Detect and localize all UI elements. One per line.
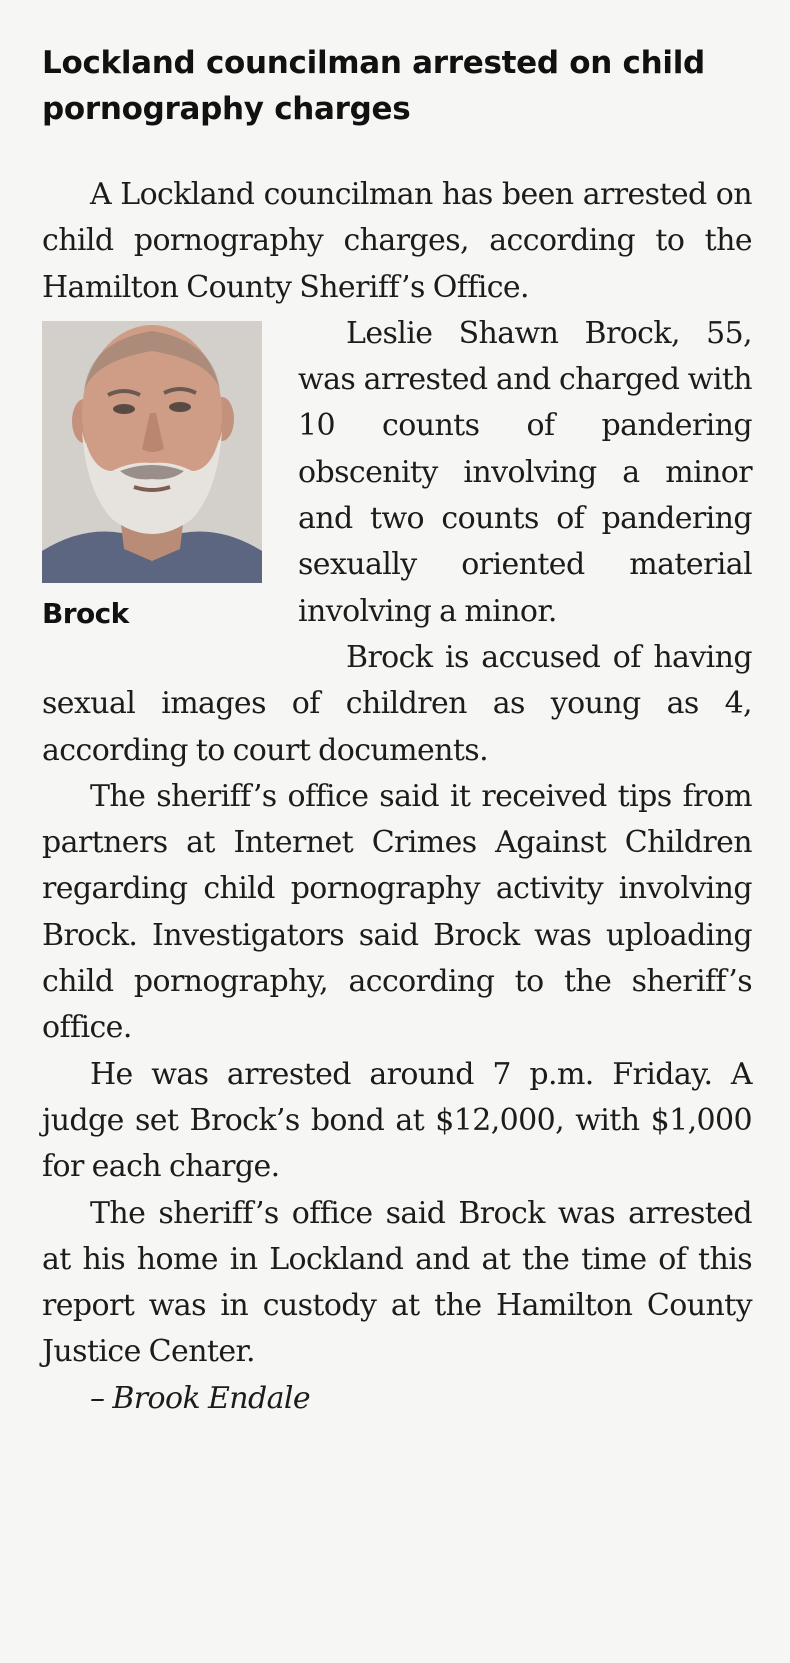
paragraph-4: The sheriff’s office said it received tips from partners at Internet Crimes Against Children regarding child pornography activity involving Brock. Investigators said Brock was uploading child pornography, according to the sheriff’s office. (42, 778, 752, 1046)
article-body (42, 172, 752, 1422)
paragraph-5: He was arrested around 7 p.m. Friday. A judge set Brock’s bond at $12,000, with $1,000 for each charge. (42, 1056, 752, 1185)
headline: Lockland councilman arrested on child pornography charges (42, 45, 705, 127)
person-portrait-icon (42, 321, 262, 583)
paragraph-6: The sheriff’s office said Brock was arrested at his home in Lockland and at the time of this report was in custody at the Hamilton County Justice Center. (42, 1195, 752, 1370)
photo-block (42, 321, 264, 637)
mugshot-photo (42, 321, 262, 583)
paragraph-3: Brock is accused of having sexual images of children as young as 4, according to court documents. (42, 639, 752, 768)
paragraph-2: Leslie Shawn Brock, 55, was arrested and charged with 10 counts of pandering obscenity involving a minor and two counts of pandering sexually oriented material involving a minor. (298, 315, 752, 629)
paragraph-1: A Lockland councilman has been arrested on child pornography charges, according to the Hamilton County Sheriff’s Office. (42, 177, 752, 305)
photo-caption: Brock (42, 596, 129, 630)
byline: – Brook Endale (90, 1380, 311, 1416)
